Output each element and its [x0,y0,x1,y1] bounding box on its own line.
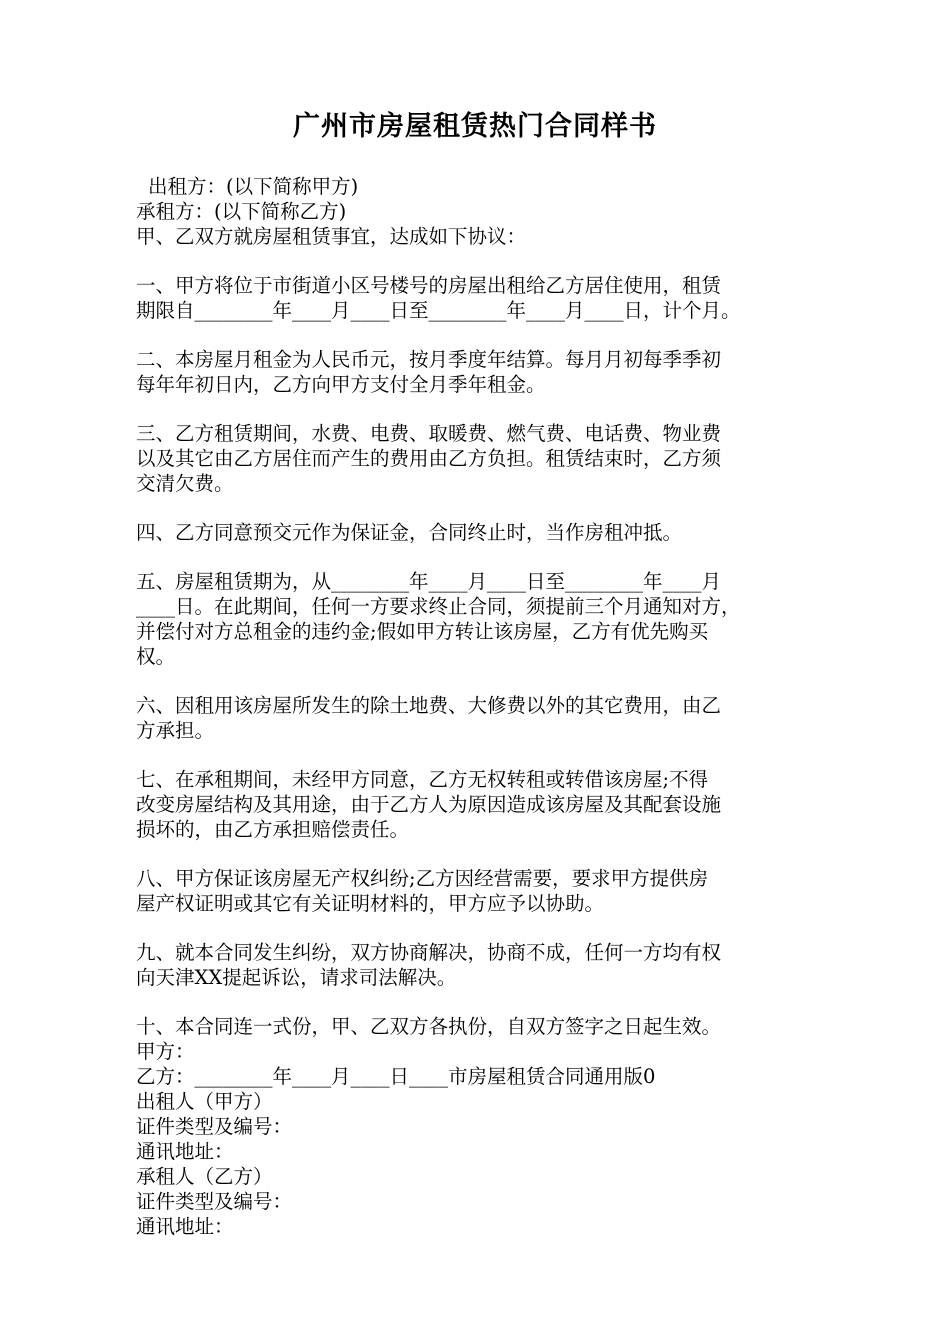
clause-4 [136,520,836,545]
clause-10 [136,1014,836,1039]
clause-line: 三、乙方租赁期间，水费、电费、取暖费、燃气费、电话费、物业费 [136,422,722,445]
clause-line: 以及其它由乙方居住而产生的费用由乙方负担。租赁结束时，乙方须 [136,447,722,470]
clause-1 [136,273,836,323]
lessee-address-line: 通讯地址： [136,1215,234,1238]
clause-line: 每年年初日内，乙方向甲方支付全月季年租金。 [136,373,546,396]
clause-2 [136,347,836,397]
clause-line: 向天津XX提起诉讼，请求司法解决。 [136,966,457,989]
clause-line: 并偿付对方总租金的违约金;假如甲方转让该房屋，乙方有优先购买 [136,620,709,643]
lessor-line: 出租方：(以下简称甲方) [148,175,359,198]
clause-9 [136,940,836,990]
clause-line: 八、甲方保证该房屋无产权纠纷;乙方因经营需要，要求甲方提供房 [136,867,709,890]
clause-line: 期限自________年____月____日至________年____月____日，计个月。 [136,299,741,322]
clause-line: 七、在承租期间，未经甲方同意，乙方无权转租或转借该房屋;不得 [136,768,709,791]
document-body [136,174,836,1239]
lessee-line: 承租方：(以下简称乙方) [136,200,347,223]
signature-block [136,1039,836,1239]
clause-line: 五、房屋租赁期为，从________年____月____日至________年____月 [136,570,722,593]
clause-line: 九、就本合同发生纠纷，双方协商解决，协商不成，任何一方均有权 [136,941,722,964]
clause-line: ____日。在此期间，任何一方要求终止合同，须提前三个月通知对方， [136,595,741,618]
clause-3 [136,421,836,496]
clause-8 [136,866,836,916]
clause-6 [136,693,836,743]
party-b-line: 乙方：________年____月____日____市房屋租赁合同通用版0 [136,1065,656,1088]
party-a-line: 甲方： [136,1040,195,1063]
clause-line: 屋产权证明或其它有关证明材料的，甲方应予以协助。 [136,892,605,915]
lessor-address-line: 通讯地址： [136,1140,234,1163]
clause-line: 权。 [136,645,176,668]
clause-line: 方承担。 [136,719,215,742]
clause-5 [136,569,836,669]
clause-7 [136,767,836,842]
clause-line: 损坏的，由乙方承担赔偿责任。 [136,818,410,841]
lessor-label: 出租人（甲方） [136,1090,273,1113]
clause-line: 二、本房屋月租金为人民币元，按月季度年结算。每月月初每季季初 [136,348,722,371]
lessor-id-line: 证件类型及编号： [136,1115,293,1138]
clause-line: 四、乙方同意预交元作为保证金，合同终止时，当作房租冲抵。 [136,521,683,544]
lessee-label: 承租人（乙方） [136,1165,273,1188]
intro-line: 甲、乙双方就房屋租赁事宜，达成如下协议： [136,225,527,248]
clause-line: 一、甲方将位于市街道小区号楼号的房屋出租给乙方居住使用，租赁 [136,274,722,297]
lessee-id-line: 证件类型及编号： [136,1190,293,1213]
clause-line: 十、本合同连一式份，甲、乙双方各执份，自双方签字之日起生效。 [136,1015,722,1038]
clause-line: 六、因租用该房屋所发生的除土地费、大修费以外的其它费用，由乙 [136,694,722,717]
clause-line: 改变房屋结构及其用途，由于乙方人为原因造成该房屋及其配套设施 [136,793,722,816]
clause-line: 交清欠费。 [136,472,234,495]
document-title: 广州市房屋租赁热门合同样书 [293,111,657,142]
